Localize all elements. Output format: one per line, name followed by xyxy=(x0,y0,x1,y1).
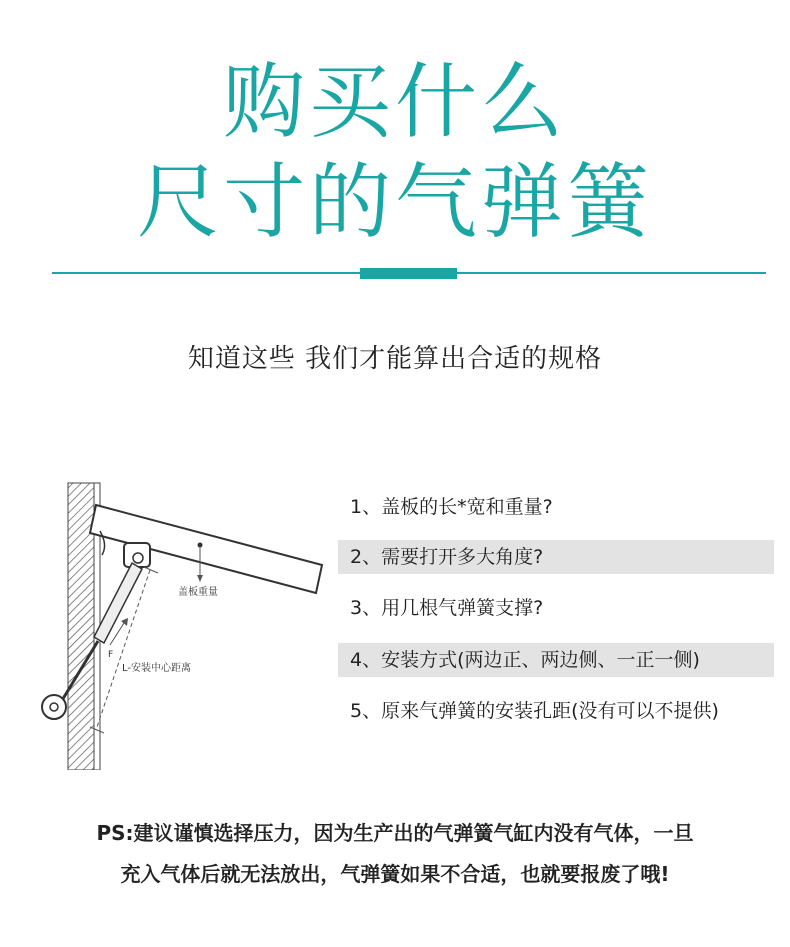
page-title-line1: 购买什么 xyxy=(222,55,567,150)
page-title-line2: 尺寸的气弹簧 xyxy=(136,155,653,250)
question-item-3: 3、用几根气弹簧支撑? xyxy=(350,597,544,619)
weight-point xyxy=(198,543,203,548)
title-divider-accent xyxy=(360,268,457,279)
subtitle: 知道这些 我们才能算出合适的规格 xyxy=(187,344,603,374)
label-distance: L-安装中心距离 xyxy=(122,663,192,674)
question-item-1: 1、盖板的长*宽和重量? xyxy=(350,496,553,518)
question-item-5: 5、原来气弹簧的安装孔距(没有可以不提供) xyxy=(350,700,719,722)
gas-spring-diagram xyxy=(38,475,330,770)
label-force: F xyxy=(108,650,114,660)
gas-spring-cylinder xyxy=(94,563,142,643)
question-item-2: 2、需要打开多大角度? xyxy=(338,540,774,574)
ps-note-line2: 充入气体后就无法放出，气弹簧如果不合适，也就要报废了哦! xyxy=(120,862,670,886)
label-weight: 盖板重量 xyxy=(178,587,218,598)
ps-note-line1: PS:建议谨慎选择压力，因为生产出的气弹簧气缸内没有气体，一旦 xyxy=(96,821,694,845)
question-item-4: 4、安装方式(两边正、两边侧、一正一侧) xyxy=(338,643,774,677)
